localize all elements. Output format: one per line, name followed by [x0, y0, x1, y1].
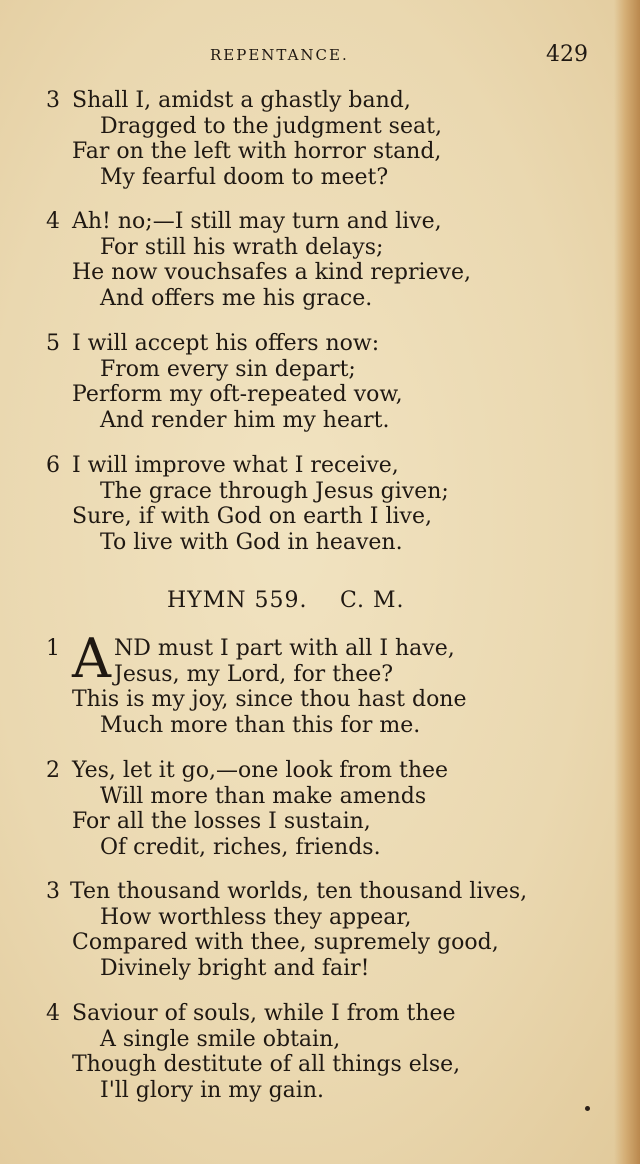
verse-line: I'll glory in my gain.	[100, 1077, 324, 1103]
verse-line: Sure, if with God on earth I live,	[72, 504, 432, 529]
verse-line: How worthless they appear,	[100, 904, 412, 930]
verse-line: Shall I, amidst a ghastly band,	[72, 88, 411, 113]
verse-line: Ah! no;—I still may turn and live,	[72, 209, 442, 234]
page-header	[0, 42, 640, 74]
verse-line: ND must I part with all I have,	[114, 636, 455, 661]
verse-line: Saviour of souls, while I from thee	[72, 1001, 456, 1026]
verse-line: From every sin depart;	[100, 356, 356, 382]
verse-line: A single smile obtain,	[100, 1026, 341, 1052]
verse-number: 3	[46, 879, 60, 904]
page-edge	[614, 0, 640, 1164]
running-title: REPENTANCE.	[210, 46, 349, 64]
verse-line: For all the losses I sustain,	[72, 809, 371, 834]
verse-line: Will more than make amends	[100, 783, 427, 809]
verse-line: Compared with thee, supremely good,	[72, 930, 499, 955]
verse-line: Perform my oft-repeated vow,	[72, 382, 403, 407]
verse-number: 4	[46, 1001, 60, 1026]
verse-line: Though destitute of all things else,	[72, 1052, 461, 1077]
verse-number: 5	[46, 331, 60, 356]
verse-line: The grace through Jesus given;	[100, 478, 449, 504]
drop-cap: A	[72, 627, 111, 690]
ink-dot	[585, 1106, 590, 1111]
hymn-meter: C. M.	[340, 588, 405, 613]
verse-line: And offers me his grace.	[100, 285, 373, 311]
verse-number: 4	[46, 209, 60, 234]
verse-number: 2	[46, 758, 60, 783]
verse-number: 1	[46, 636, 60, 661]
verse-line: This is my joy, since thou hast done	[72, 687, 467, 712]
page-number: 429	[546, 42, 588, 67]
verse-line: And render him my heart.	[100, 407, 390, 433]
verse-line: Yes, let it go,—one look from thee	[72, 758, 449, 783]
verse-number: 6	[46, 453, 60, 478]
verse-line: For still his wrath delays;	[100, 234, 384, 260]
verse-line: Jesus, my Lord, for thee?	[114, 661, 394, 687]
verse-line: Far on the left with horror stand,	[72, 139, 442, 164]
verse-number: 3	[46, 88, 60, 113]
verse-line: Ten thousand worlds, ten thousand lives,	[70, 879, 528, 904]
verse-line: I will accept his offers now:	[72, 331, 380, 356]
hymn-number: HYMN 559.	[167, 588, 308, 613]
verse-line: Divinely bright and fair!	[100, 955, 370, 981]
verse-line: Much more than this for me.	[100, 712, 421, 738]
verse-line: Dragged to the judgment seat,	[100, 113, 442, 139]
verse-line: My fearful doom to meet?	[100, 164, 389, 190]
verse-line: He now vouchsafes a kind reprieve,	[72, 260, 471, 285]
verse-line: I will improve what I receive,	[72, 453, 399, 478]
verse-line: Of credit, riches, friends.	[100, 834, 381, 860]
verse-line: To live with God in heaven.	[100, 529, 403, 555]
